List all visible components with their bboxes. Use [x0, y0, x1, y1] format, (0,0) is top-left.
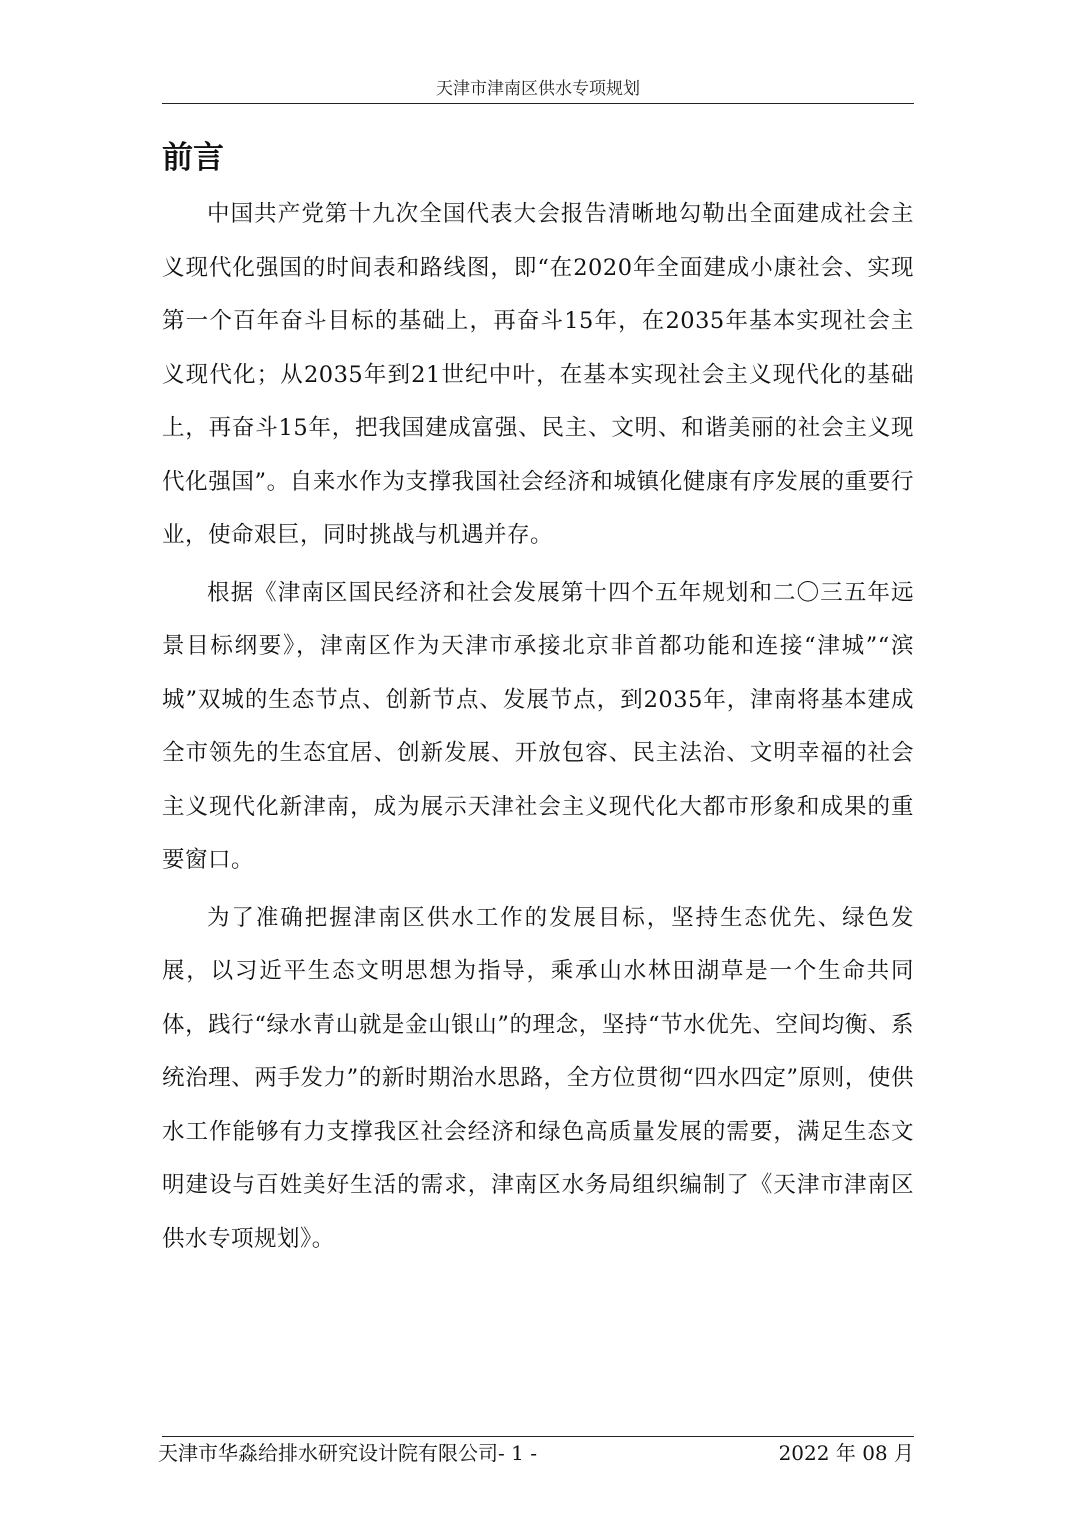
page-footer — [158, 1438, 914, 1468]
body-text — [162, 188, 914, 1270]
footer-date: 2022 年 08 月 — [778, 1441, 914, 1465]
paragraph: 中国共产党第十九次全国代表大会报告清晰地勾勒出全面建成社会主义现代化强国的时间表和路线图，即“在2020年全面建成小康社会、实现第一个百年奋斗目标的基础上，再奋斗15年，在2035年基本实现社会主义现代化；从2035年到21世纪中叶，在基本实现社会主义现代化的基础上，再奋斗15年，把我国建成富强、民主、文明、和谐美丽的社会主义现代化强国”。自来水作为支撑我国社会经济和城镇化健康有序发展的重要行业，使命艰巨，同时挑战与机遇并存。 — [162, 201, 914, 548]
section-title: 前言 — [162, 140, 224, 176]
paragraph: 为了准确把握津南区供水工作的发展目标，坚持生态优先、绿色发展，以习近平生态文明思想为指导，乘承山水林田湖草是一个生命共同体，践行“绿水青山就是金山银山”的理念，坚持“节水优先、空间均衡、系统治理、两手发力”的新时期治水思路，全方位贯彻“四水四定”原则，使供水工作能够有力支撑我区社会经济和绿色高质量发展的需要，满足生态文明建设与百姓美好生活的需求，津南区水务局组织编制了《天津市津南区供水专项规划》。 — [162, 904, 914, 1252]
footer-company-page: 天津市华淼给排水研究设计院有限公司- 1 - — [158, 1441, 537, 1465]
footer-divider — [162, 1436, 914, 1437]
paragraph: 根据《津南区国民经济和社会发展第十四个五年规划和二〇三五年远景目标纲要》，津南区作为天津市承接北京非首都功能和连接“津城”“滨城”双城的生态节点、创新节点、发展节点，到2035年，津南将基本建成全市领先的生态宜居、创新发展、开放包容、民主法治、文明幸福的社会主义现代化新津南，成为展示天津社会主义现代化大都市形象和成果的重要窗口。 — [162, 579, 914, 873]
header-divider — [162, 103, 914, 104]
page-header: 天津市津南区供水专项规划 — [436, 79, 640, 99]
